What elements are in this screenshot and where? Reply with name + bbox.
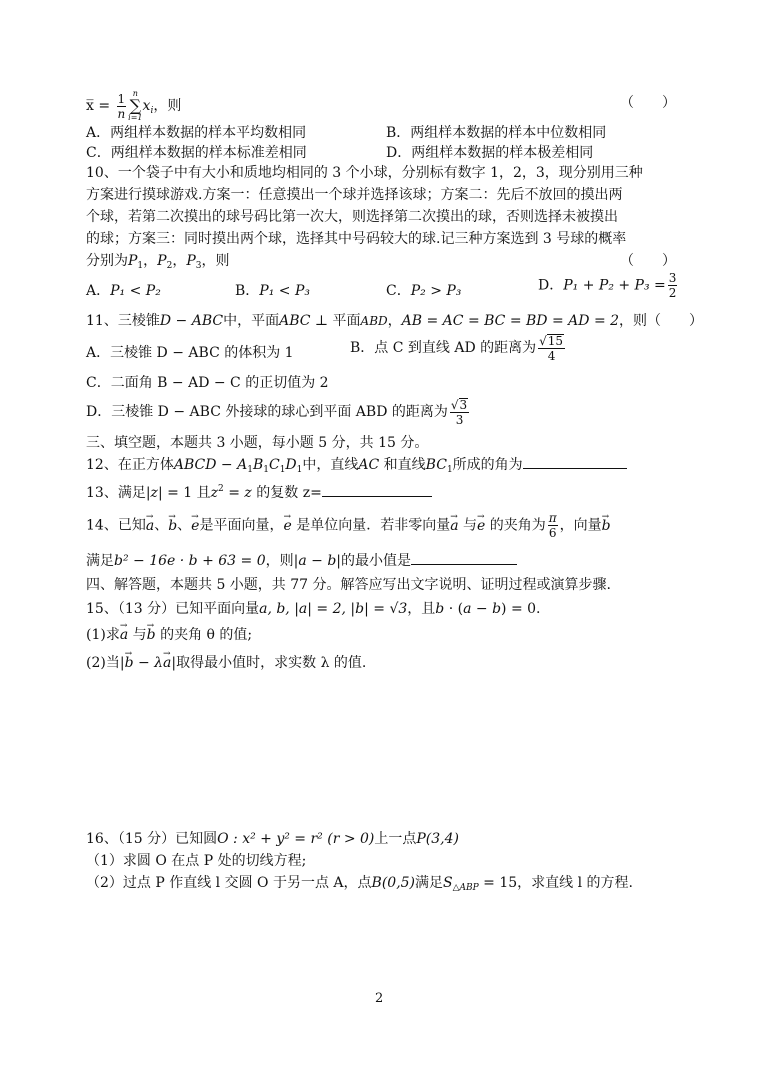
q14-line2: 满足b² − 16e · b + 63 = 0，则|a − b|的最小值是 xyxy=(86,550,517,572)
q10-paren: （ ） xyxy=(620,253,676,269)
page-number: 2 xyxy=(375,991,384,1006)
q9-option-a: A．两组样本数据的样本平均数相同 xyxy=(86,125,307,141)
q9-option-b: B．两组样本数据的样本中位数相同 xyxy=(386,125,607,141)
q11-stem: 11、三棱锥D − ABC中，平面ABC ⊥ 平面ABD，AB = AC = BC = BD = AD = 2，则（ ） xyxy=(86,313,704,329)
q12-answer-blank[interactable] xyxy=(523,468,627,469)
q11-option-a: A．三棱锥 D − ABC 的体积为 1 xyxy=(86,345,294,361)
q10-line1: 10、一个袋子中有大小和质地均相同的 3 个小球，分别标有数字 1，2，3，现分别用三种 xyxy=(86,165,643,181)
q13-answer-blank[interactable] xyxy=(322,496,432,497)
q15-part2: (2)当|→ b − λ→ a|取得最小值时，求实数 λ 的值. xyxy=(86,652,366,674)
q9-option-d: D．两组样本数据的样本极差相同 xyxy=(386,145,594,161)
q10-line2: 方案进行摸球游戏.方案一：任意摸出一个球并选择该球；方案二：先后不放回的摸出两 xyxy=(86,187,623,203)
q14-line1: 14、已知→ a、→ b、→ e是平面向量，→ e 是单位向量．若非零向量→ a 与→ e 的夹角为 $\frac{\pi}{6}$ ，向量→ b xyxy=(86,512,611,539)
q9-formula-x-bar: x̅ = xyxy=(86,98,115,114)
q10-line3: 个球，若第二次摸出的球号码比第一次大，则选择第二次摸出的球，否则选择未被摸出 xyxy=(86,209,618,225)
q10-option-a: A．P₁ < P₂ xyxy=(86,283,161,299)
q9-fraction: $\frac{1}{n}$ xyxy=(117,91,126,121)
q11-option-d: D．三棱锥 D − ABC 外接球的球心到平面 ABD 的距离为 $\frac{√3}{3}$ xyxy=(86,398,468,427)
q15-part1: (1)求→ a 与→ b 的夹角 θ 的值; xyxy=(86,624,252,646)
section-4-heading: 四、解答题，本题共 5 小题，共 77 分。解答应写出文字说明、证明过程或演算步骤. xyxy=(86,577,611,593)
q11-option-b: B．点 C 到直线 AD 的距离为 $\frac{√15}{4}$ xyxy=(350,334,564,363)
q16-part2: （2）过点 P 作直线 l 交圆 O 于另一点 A，点B(0,5)满足$S_{\triangle ABP} = 15$，求直线 l 的方程. xyxy=(86,875,633,893)
q10-line4: 的球；方案三：同时摸出两个球，选择其中号码较大的球.记三种方案选到 3 号球的概率 xyxy=(86,231,627,247)
q16-part1: （1）求圆 O 在点 P 处的切线方程; xyxy=(86,853,307,869)
q11-option-c: C．二面角 B − AD − C 的正切值为 2 xyxy=(86,375,329,391)
q10-line5: 分别为$P_1$，$P_2$，$P_3$，则 xyxy=(86,253,230,271)
q9-sum: n ∑ i=1 xyxy=(128,89,143,122)
q9-paren: （ ） xyxy=(620,95,676,111)
q10-option-d: D．P₁ + P₂ + P₃ = $\frac{3}{2}$ xyxy=(538,271,677,300)
q13: 13、满足|z| = 1 且$z^2 = z$ 的复数 z= xyxy=(86,478,432,504)
q15-stem: 15、（13 分）已知平面向量a, b, |a| = 2, |b| = √3，且b · (a − b) = 0. xyxy=(86,601,541,617)
q9-formula-line: x̅ = $\frac{1}{n}$ n ∑ i=1 $x_i$，则 xyxy=(86,89,182,122)
q9-option-c: C．两组样本数据的样本标准差相同 xyxy=(86,145,307,161)
q14-answer-blank[interactable] xyxy=(411,564,517,565)
q12: 12、在正方体ABCD − $A_1B_1C_1D_1$中，直线AC 和直线$BC_1$所成的角为 xyxy=(86,454,627,481)
q10-option-c: C．P₂ > P₃ xyxy=(386,283,462,299)
section-3-heading: 三、填空题，本题共 3 小题，每小题 5 分，共 15 分。 xyxy=(86,435,429,451)
q10-option-b: B．P₁ < P₃ xyxy=(235,283,310,299)
q16-stem: 16、（15 分）已知圆O : x² + y² = r² (r > 0)上一点P(3,4) xyxy=(86,831,459,847)
